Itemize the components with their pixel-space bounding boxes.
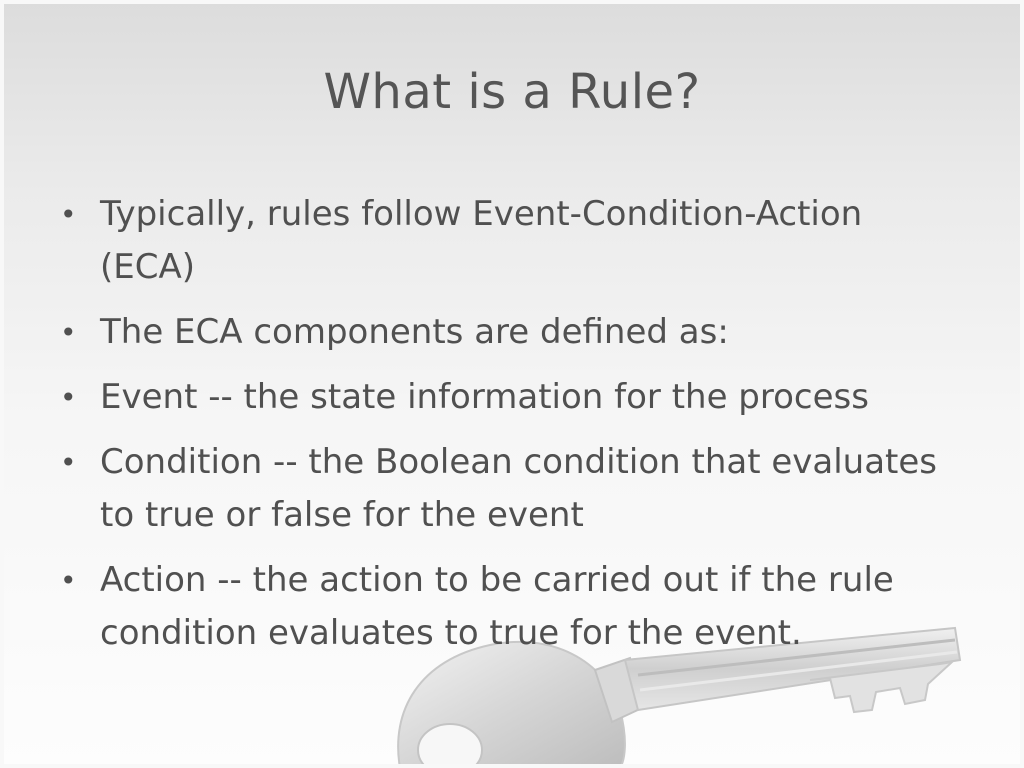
bullet-icon: • [60,316,77,349]
bullet-text: Event -- the state information for the process [100,377,869,417]
bullet-text: Action -- the action to be carried out if the rule condition evaluates to true for the event. [100,560,894,653]
bullet-item [60,188,960,294]
bullet-item [60,306,960,359]
bullet-item [60,436,960,542]
bullet-icon: • [60,198,77,231]
bullet-icon: • [60,446,77,479]
bullet-text: Typically, rules follow Event-Condition-Action (ECA) [100,194,863,287]
bullet-item [60,371,960,424]
bullet-icon: • [60,564,77,597]
bullet-list [60,188,960,672]
bullet-item [60,554,960,660]
slide-title: What is a Rule? [323,64,701,120]
bullet-text: The ECA components are defined as: [100,312,729,352]
bullet-icon: • [60,381,77,414]
bullet-text: Condition -- the Boolean condition that evaluates to true or false for the event [100,442,938,535]
